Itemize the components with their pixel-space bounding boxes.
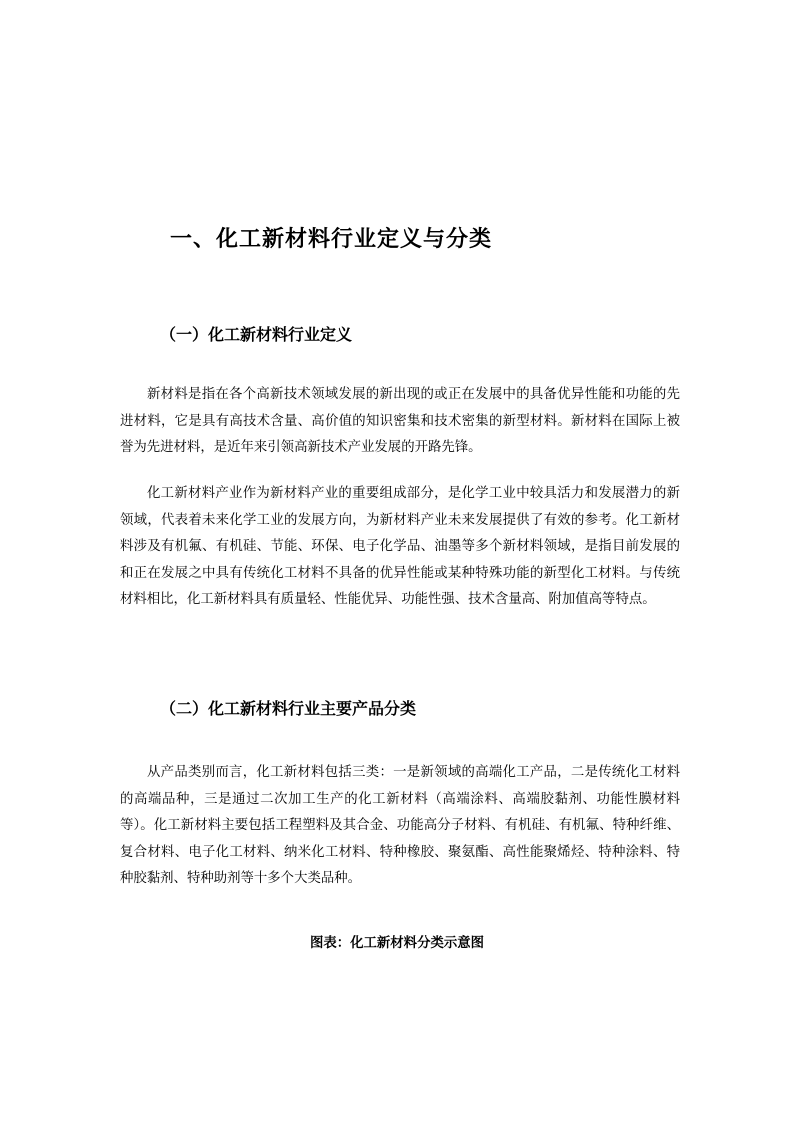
figure-caption: 图表：化工新材料分类示意图 (309, 936, 485, 951)
paragraph: 从产品类别而言，化工新材料包括三类：一是新领域的高端化工产品，二是传统化工材料的高端品种，三是通过二次加工生产的化工新材料（高端涂料、高端胶黏剂、功能性膜材料等）。化工新材料主要包括工程塑料及其合金、功能高分子材料、有机硅、有机氟、特种纤维、复合材料、电子化工材料、纳米化工材料、特种橡胶、聚氨酯、高性能聚烯烃、特种涂料、特种胶黏剂、特种助剂等十多个大类品种。 (120, 765, 680, 886)
paragraph: 化工新材料产业作为新材料产业的重要组成部分，是化学工业中较具活力和发展潜力的新领域，代表着未来化学工业的发展方向，为新材料产业未来发展提供了有效的参考。化工新材料涉及有机氟、有机硅、节能、环保、电子化学品、油墨等多个新材料领域，是指目前发展的和正在发展之中具有传统化工材料不具备的优异性能或某种特殊功能的新型化工材料。与传统材料相比，化工新材料具有质量轻、性能优异、功能性强、技术含量高、附加值高等特点。 (120, 486, 680, 607)
paragraph: 新材料是指在各个高新技术领域发展的新出现的或正在发展中的具备优异性能和功能的先进材料，它是具有高技术含量、高价值的知识密集和技术密集的新型材料。新材料在国际上被誉为先进材料，是近年来引领高新技术产业发展的开路先锋。 (120, 387, 680, 455)
chapter-title: 一、化工新材料行业定义与分类 (170, 227, 493, 252)
section-title-classification: （二）化工新材料行业主要产品分类 (160, 699, 417, 718)
section-title-definition: （一）化工新材料行业定义 (160, 325, 353, 344)
